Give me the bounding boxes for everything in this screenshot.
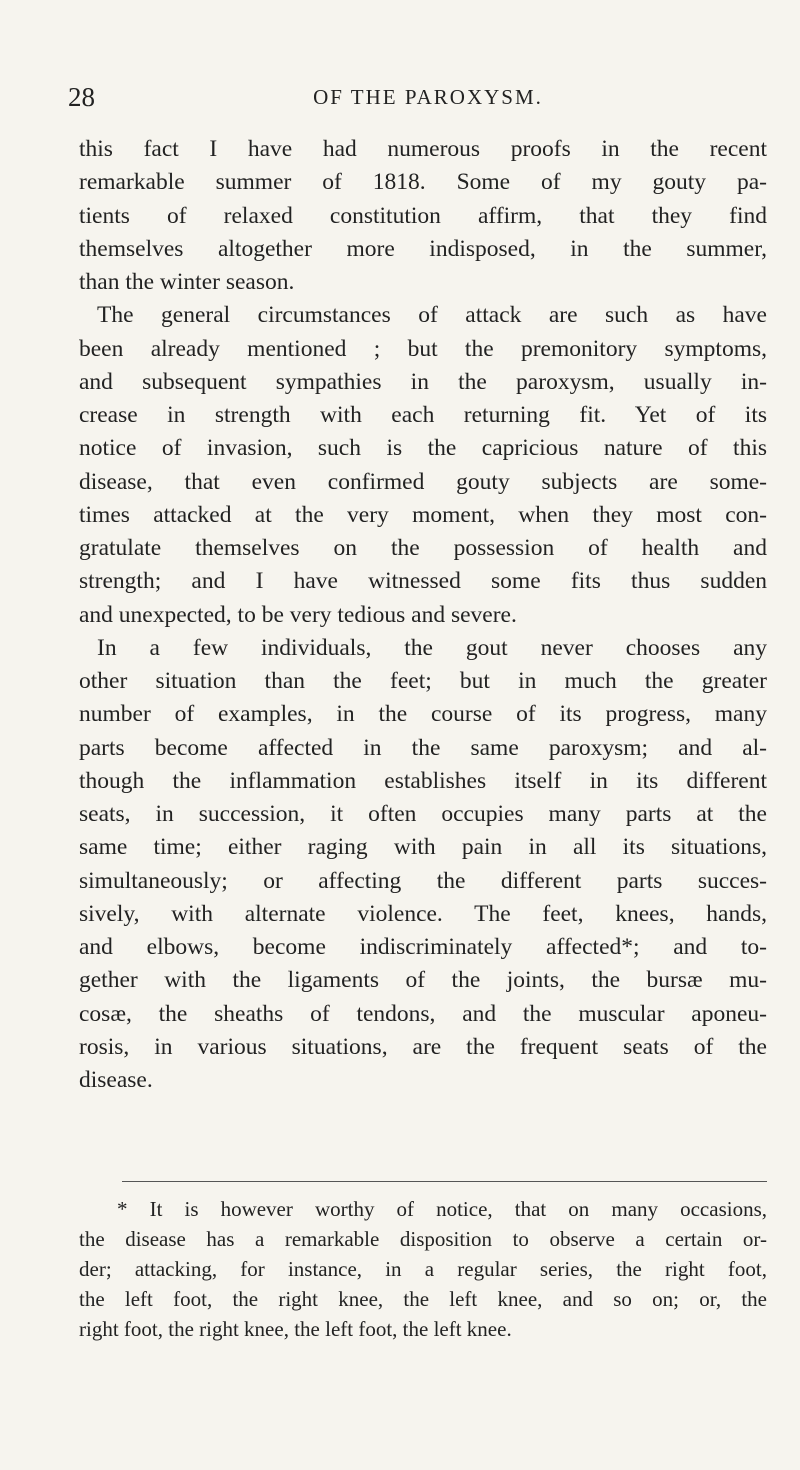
text-line: though the inflammation establishes itself in its different [79, 767, 767, 794]
text-line: same time; either raging with pain in all its situations, [79, 834, 767, 861]
footnote-divider [122, 1181, 767, 1182]
footnote-line: right foot, the right knee, the left foot, the left knee. [79, 1317, 512, 1341]
text-line: seats, in succession, it often occupies many parts at the [79, 801, 767, 827]
text-line: simultaneously; or affecting the different parts succes- [79, 867, 767, 894]
text-line: disease. [79, 1067, 153, 1093]
text-line: sively, with alternate violence. The feet, knees, hands, [79, 900, 767, 927]
page-number: 28 [68, 82, 95, 112]
text-line: cosæ, the sheaths of tendons, and the muscular aponeu- [79, 1000, 767, 1027]
footnote-line: der; attacking, for instance, in a regular series, the right foot, [79, 1257, 767, 1281]
text-line: gether with the ligaments of the joints, the bursæ mu- [79, 967, 767, 994]
footnote-line: the left foot, the right knee, the left knee, and so on; or, the [79, 1287, 767, 1311]
running-head: OF THE PAROXYSM. [313, 85, 543, 109]
text-line: times attacked at the very moment, when they most con- [79, 501, 767, 528]
text-line: remarkable summer of 1818. Some of my gouty pa- [79, 169, 767, 196]
text-line: strength; and I have witnessed some fits thus sudden [79, 568, 767, 595]
text-line: and unexpected, to be very tedious and severe. [79, 601, 517, 628]
text-line: notice of invasion, such is the capricious nature of this [79, 435, 767, 462]
text-line: themselves altogether more indisposed, in the summer, [79, 235, 767, 262]
text-line: and subsequent sympathies in the paroxysm, usually in- [79, 368, 767, 395]
footnote-line: * It is however worthy of notice, that on many occasions, [117, 1197, 767, 1221]
text-line: The general circumstances of attack are such as have [97, 302, 767, 329]
text-line: crease in strength with each returning fit. Yet of its [79, 402, 767, 428]
text-line: this fact I have had numerous proofs in the recent [79, 136, 767, 162]
text-line: parts become affected in the same paroxysm; and al- [79, 734, 767, 761]
footnote [79, 1194, 767, 1344]
text-line: and elbows, become indiscriminately affected*; and to- [79, 934, 767, 960]
body-text [79, 133, 767, 1097]
text-line: disease, that even confirmed gouty subjects are some- [79, 468, 767, 495]
page-header [68, 80, 768, 114]
text-line: gratulate themselves on the possession of health and [79, 535, 767, 561]
footnote-line: the disease has a remarkable disposition to observe a certain or- [79, 1227, 767, 1251]
text-line: In a few individuals, the gout never chooses any [97, 634, 767, 661]
text-line: number of examples, in the course of its progress, many [79, 701, 767, 728]
text-line: rosis, in various situations, are the frequent seats of the [79, 1033, 767, 1060]
text-line: than the winter season. [79, 269, 295, 295]
text-line: tients of relaxed constitution affirm, that they find [79, 202, 767, 229]
text-line: been already mentioned ; but the premonitory symptoms, [79, 335, 767, 362]
text-line: other situation than the feet; but in much the greater [79, 668, 767, 694]
